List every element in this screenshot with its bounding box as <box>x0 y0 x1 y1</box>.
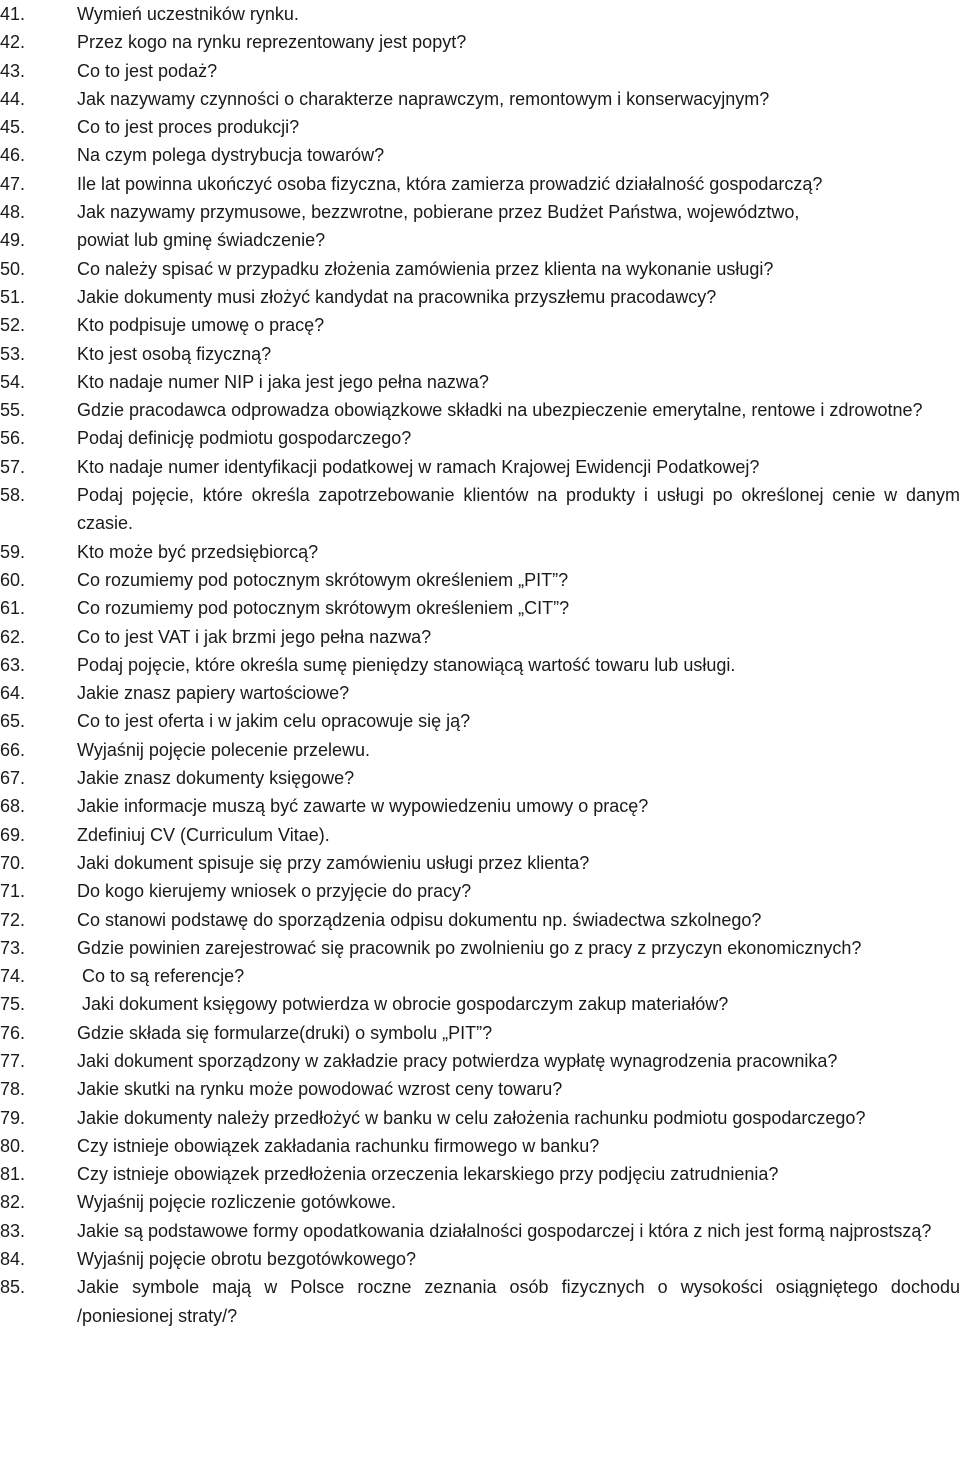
question-item <box>0 792 960 820</box>
question-number: 55. <box>0 400 26 421</box>
question-number: 64. <box>0 683 26 704</box>
question-item <box>0 396 960 424</box>
question-number: 43. <box>0 60 26 81</box>
question-number: 78. <box>0 1079 26 1100</box>
question-item <box>0 1245 960 1273</box>
question-number: 83. <box>0 1220 26 1241</box>
question-number: 62. <box>0 626 26 647</box>
question-number: 71. <box>0 881 26 902</box>
question-number: 47. <box>0 173 26 194</box>
question-item <box>0 736 960 764</box>
question-number: 58. <box>0 485 26 506</box>
question-number: 53. <box>0 343 26 364</box>
question-item <box>0 1047 960 1075</box>
question-item <box>0 340 960 368</box>
question-text: Kto nadaje numer NIP i jaka jest jego pełna nazwa? <box>77 371 489 392</box>
question-number: 72. <box>0 909 26 930</box>
question-number: 75. <box>0 994 26 1015</box>
question-item <box>0 1217 960 1245</box>
question-item <box>0 141 960 169</box>
question-text: Czy istnieje obowiązek zakładania rachunku firmowego w banku? <box>77 1135 600 1156</box>
question-item <box>0 1019 960 1047</box>
question-text: Przez kogo na rynku reprezentowany jest popyt? <box>77 32 467 53</box>
question-item <box>0 764 960 792</box>
question-number: 69. <box>0 824 26 845</box>
question-text: Jakie skutki na rynku może powodować wzrost ceny towaru? <box>77 1079 563 1100</box>
question-number: 52. <box>0 315 26 336</box>
question-number: 50. <box>0 258 26 279</box>
question-text: Co rozumiemy pod potocznym skrótowym określeniem „CIT”? <box>77 598 570 619</box>
question-text: Wyjaśnij pojęcie rozliczenie gotówkowe. <box>77 1192 396 1213</box>
question-item <box>0 538 960 566</box>
question-number: 44. <box>0 88 26 109</box>
question-item <box>0 679 960 707</box>
question-item <box>0 1160 960 1188</box>
question-number: 70. <box>0 852 26 873</box>
question-text: Jak nazywamy czynności o charakterze naprawczym, remontowym i konserwacyjnym? <box>77 88 770 109</box>
question-item <box>0 113 960 141</box>
question-item <box>0 1188 960 1216</box>
question-text: Podaj pojęcie, które określa sumę pieniędzy stanowiącą wartość towaru lub usługi. <box>77 654 736 675</box>
question-item <box>0 424 960 452</box>
question-number: 67. <box>0 768 26 789</box>
question-number: 65. <box>0 711 26 732</box>
question-item <box>0 198 960 226</box>
question-item <box>0 821 960 849</box>
question-text: Wyjaśnij pojęcie polecenie przelewu. <box>77 739 370 760</box>
question-text: Kto nadaje numer identyfikacji podatkowej w ramach Krajowej Ewidencji Podatkowej? <box>77 456 760 477</box>
question-number: 63. <box>0 654 26 675</box>
question-item <box>0 566 960 594</box>
question-number: 82. <box>0 1192 26 1213</box>
question-item <box>0 170 960 198</box>
question-text: Kto podpisuje umowę o pracę? <box>77 315 325 336</box>
question-number: 59. <box>0 541 26 562</box>
question-text: Na czym polega dystrybucja towarów? <box>77 145 385 166</box>
question-item <box>0 934 960 962</box>
question-text: Gdzie powinien zarejestrować się pracownik po zwolnieniu go z pracy z przyczyn ekonomicznych? <box>77 937 862 958</box>
question-item <box>0 1132 960 1160</box>
question-item <box>0 877 960 905</box>
question-item <box>0 57 960 85</box>
question-text: Jaki dokument księgowy potwierdza w obrocie gospodarczym zakup materiałów? <box>82 994 729 1015</box>
question-number: 48. <box>0 202 26 223</box>
question-number: 46. <box>0 145 26 166</box>
question-text: Podaj pojęcie, które określa zapotrzebowanie klientów na produkty i usługi po określonej cenie w danym czasie. <box>77 485 960 534</box>
question-text: Jaki dokument sporządzony w zakładzie pracy potwierdza wypłatę wynagrodzenia pracownika? <box>77 1050 838 1071</box>
question-number: 45. <box>0 117 26 138</box>
question-item <box>0 906 960 934</box>
question-item <box>0 283 960 311</box>
question-text: Co to jest oferta i w jakim celu opracowuje się ją? <box>77 711 471 732</box>
question-item <box>0 962 960 990</box>
question-number: 51. <box>0 286 26 307</box>
question-item <box>0 594 960 622</box>
question-item <box>0 28 960 56</box>
question-item <box>0 226 960 254</box>
question-item <box>0 368 960 396</box>
question-number: 80. <box>0 1135 26 1156</box>
question-text: Co to jest proces produkcji? <box>77 117 300 138</box>
question-number: 77. <box>0 1050 26 1071</box>
question-number: 66. <box>0 739 26 760</box>
question-text: Jakie dokumenty należy przedłożyć w banku w celu założenia rachunku podmiotu gospodarczego? <box>77 1107 866 1128</box>
question-text: Wyjaśnij pojęcie obrotu bezgotówkowego? <box>77 1249 417 1270</box>
question-number: 68. <box>0 796 26 817</box>
question-number: 57. <box>0 456 26 477</box>
question-text: Co stanowi podstawę do sporządzenia odpisu dokumentu np. świadectwa szkolnego? <box>77 909 762 930</box>
question-text: Jakie informacje muszą być zawarte w wypowiedzeniu umowy o pracę? <box>77 796 649 817</box>
question-text: Wymień uczestników rynku. <box>77 4 299 24</box>
question-text: Jakie znasz papiery wartościowe? <box>77 683 350 704</box>
question-number: 76. <box>0 1022 26 1043</box>
question-item <box>0 85 960 113</box>
question-text: Co to jest podaż? <box>77 60 218 81</box>
question-text: Jakie dokumenty musi złożyć kandydat na pracownika przyszłemu pracodawcy? <box>77 286 717 307</box>
question-text: Co należy spisać w przypadku złożenia zamówienia przez klienta na wykonanie usługi? <box>77 258 774 279</box>
question-number: 73. <box>0 937 26 958</box>
question-number: 85. <box>0 1277 26 1298</box>
question-text: Jakie znasz dokumenty księgowe? <box>77 768 355 789</box>
question-number: 60. <box>0 569 26 590</box>
question-item <box>0 1273 960 1330</box>
question-number: 41. <box>0 4 26 24</box>
question-item <box>0 623 960 651</box>
question-text: Co to jest VAT i jak brzmi jego pełna nazwa? <box>77 626 432 647</box>
question-number: 74. <box>0 966 26 987</box>
question-item <box>0 651 960 679</box>
question-number: 49. <box>0 230 26 251</box>
question-item <box>0 311 960 339</box>
question-item <box>0 1104 960 1132</box>
question-text: Do kogo kierujemy wniosek o przyjęcie do pracy? <box>77 881 472 902</box>
question-text: Zdefiniuj CV (Curriculum Vitae). <box>77 824 330 845</box>
question-item <box>0 707 960 735</box>
question-text: Jakie są podstawowe formy opodatkowania działalności gospodarczej i która z nich jest formą najprostszą? <box>77 1220 932 1241</box>
question-text: Jak nazywamy przymusowe, bezzwrotne, pobierane przez Budżet Państwa, województwo, <box>77 202 800 223</box>
question-text: Jakie symbole mają w Polsce roczne zeznania osób fizycznych o wysokości osiągniętego dochodu /poniesionej straty/? <box>77 1277 960 1326</box>
question-number: 79. <box>0 1107 26 1128</box>
question-text: Gdzie pracodawca odprowadza obowiązkowe składki na ubezpieczenie emerytalne, rentowe i zdrowotne? <box>77 400 923 421</box>
question-number: 56. <box>0 428 26 449</box>
question-number: 42. <box>0 32 26 53</box>
question-number: 61. <box>0 598 26 619</box>
question-item <box>0 453 960 481</box>
question-item <box>0 990 960 1018</box>
question-item <box>0 849 960 877</box>
question-text: Kto jest osobą fizyczną? <box>77 343 272 364</box>
question-text: Jaki dokument spisuje się przy zamówieniu usługi przez klienta? <box>77 852 590 873</box>
question-number: 81. <box>0 1164 26 1185</box>
question-text: Ile lat powinna ukończyć osoba fizyczna, która zamierza prowadzić działalność gospodarczą? <box>77 173 823 194</box>
question-text: powiat lub gminę świadczenie? <box>77 230 326 251</box>
question-item <box>0 0 960 28</box>
question-item <box>0 481 960 538</box>
question-text: Kto może być przedsiębiorcą? <box>77 541 319 562</box>
question-number: 54. <box>0 371 26 392</box>
question-text: Co rozumiemy pod potocznym skrótowym określeniem „PIT”? <box>77 569 569 590</box>
question-number: 84. <box>0 1249 26 1270</box>
question-text: Czy istnieje obowiązek przedłożenia orzeczenia lekarskiego przy podjęciu zatrudnienia? <box>77 1164 779 1185</box>
question-text: Co to są referencje? <box>82 966 245 987</box>
question-item <box>0 255 960 283</box>
question-item <box>0 1075 960 1103</box>
question-text: Gdzie składa się formularze(druki) o symbolu „PIT”? <box>77 1022 493 1043</box>
question-text: Podaj definicję podmiotu gospodarczego? <box>77 428 412 449</box>
